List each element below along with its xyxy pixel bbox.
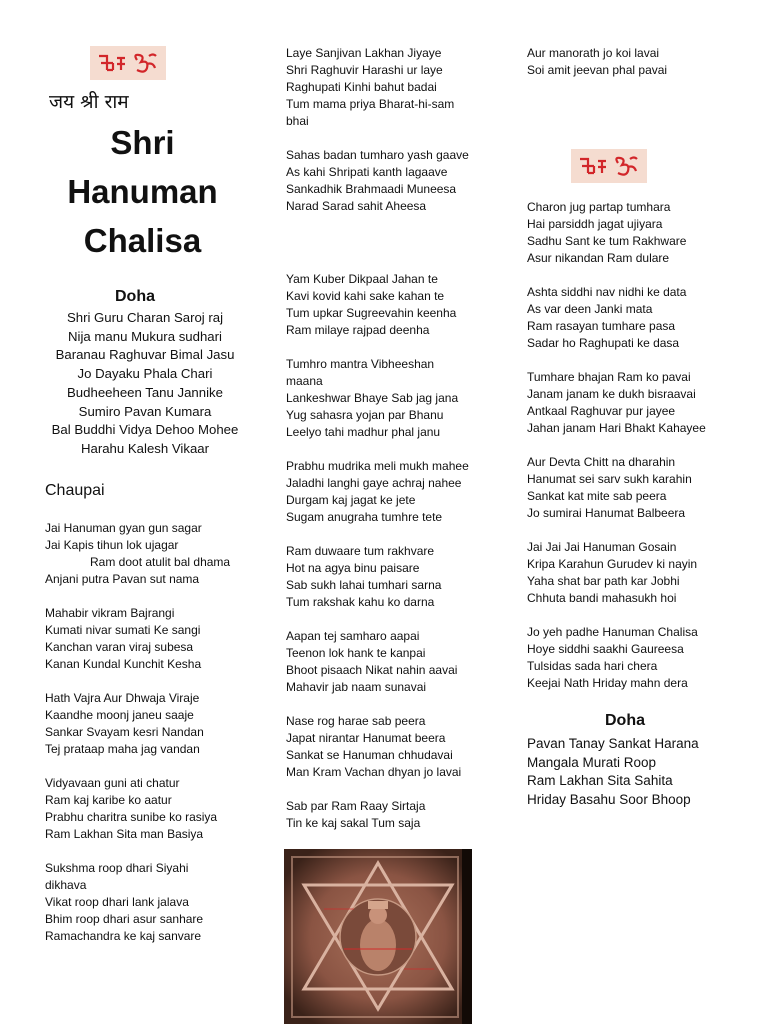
- verse-line: Tin ke kaj sakal Tum saja: [286, 816, 421, 830]
- doha-line: Shri Guru Charan Saroj raj: [66, 310, 224, 325]
- verse-line: Aapan tej samharo aapai: [286, 629, 420, 643]
- verse-line: As var deen Janki mata: [527, 302, 653, 316]
- verse-line: Sab sukh lahai tumhari sarna: [286, 578, 442, 592]
- doha-line: Ram Lakhan Sita Sahita: [527, 773, 673, 789]
- verse-stanza: [45, 520, 230, 588]
- verse-line: Sankat kat mite sab peera: [527, 489, 667, 503]
- verse-line: maana: [286, 374, 323, 388]
- verse-stanza: [286, 458, 469, 526]
- title-line: Shri: [110, 124, 175, 161]
- hanuman-yantra-image: [284, 849, 472, 1024]
- verse-line: Hanumat sei sarv sukh karahin: [527, 472, 692, 486]
- doha-line: Mangala Murati Roop: [527, 754, 657, 770]
- opening-doha-heading: Doha: [115, 288, 155, 305]
- jai-shri-ram-text: जय श्री राम: [49, 91, 129, 113]
- verse-stanza: [286, 628, 469, 696]
- verse-line: Charon jug partap tumhara: [527, 200, 671, 214]
- verse-line: Ramachandra ke kaj sanvare: [45, 929, 202, 943]
- verse-line: Ram rasayan tumhare pasa: [527, 319, 676, 333]
- doha-line: Baranau Raghuvar Bimal Jasu: [55, 347, 235, 363]
- verse-stanza: [45, 860, 230, 945]
- verse-line: Sankar Svayam kesri Nandan: [45, 725, 204, 739]
- doha-line: Nija manu Mukura sudhari: [68, 328, 222, 344]
- verse-line: Aur Devta Chitt na dharahin: [527, 455, 676, 469]
- verse-line: Lankeshwar Bhaye Sab jag jana: [286, 391, 459, 405]
- verse-line: Kaandhe moonj janeu saaje: [45, 708, 194, 722]
- verse-stanza: [286, 147, 469, 215]
- verse-line: Sahas badan tumharo yash gaave: [286, 148, 469, 162]
- verse-line: Chhuta bandi mahasukh hoi: [527, 591, 677, 605]
- verse-line: Prabhu charitra sunibe ko rasiya: [45, 810, 218, 824]
- verse-line: Tej prataap maha jag vandan: [45, 742, 200, 756]
- verse-line: Teenon lok hank te kanpai: [286, 646, 426, 660]
- verse-line: bhai: [286, 114, 309, 128]
- verse-stanza: [45, 605, 230, 673]
- verse-line: Sankat se Hanuman chhudavai: [286, 748, 453, 762]
- verse-line: Jai Hanuman gyan gun sagar: [45, 521, 202, 535]
- verse-line: Laye Sanjivan Lakhan Jiyaye: [286, 46, 442, 60]
- doha-line: Hriday Basahu Soor Bhoop: [527, 792, 691, 808]
- verse-line: Jai Kapis tihun lok ujagar: [45, 538, 179, 552]
- om-swastik-icon: [90, 46, 166, 80]
- verse-line: Tum mama priya Bharat-hi-sam: [286, 97, 455, 111]
- verse-stanza: [527, 539, 706, 607]
- verse-line: Sab par Ram Raay Sirtaja: [286, 799, 426, 813]
- doha-line: Harahu Kalesh Vikaar: [80, 440, 210, 456]
- verse-line: Sankadhik Brahmaadi Muneesa: [286, 182, 457, 196]
- doha-line: Pavan Tanay Sankat Harana: [527, 736, 699, 751]
- verse-stanza: [527, 199, 706, 267]
- verse-line: Vikat roop dhari lank jalava: [45, 895, 189, 909]
- verse-line: Ram Lakhan Sita man Basiya: [45, 827, 204, 841]
- doha-line: Budheeheen Tanu Jannike: [67, 384, 223, 400]
- chaupai-col1: [45, 520, 230, 962]
- verse-line: Kavi kovid kahi sake kahan te: [286, 289, 445, 303]
- verse-line: Hai parsiddh jagat ujiyara: [527, 217, 663, 231]
- chaupai-col3-top: [527, 45, 667, 96]
- verse-line: Man Kram Vachan dhyan jo lavai: [286, 765, 462, 779]
- chaupai-heading: Chaupai: [45, 482, 105, 499]
- verse-stanza: [286, 45, 469, 130]
- verse-line: Jo sumirai Hanumat Balbeera: [527, 506, 686, 520]
- om-swastik-icon: [571, 149, 647, 183]
- verse-line: Sukshma roop dhari Siyahi: [45, 861, 189, 875]
- verse-line: Narad Sarad sahit Aheesa: [286, 199, 427, 213]
- verse-line: Bhim roop dhari asur sanhare: [45, 912, 204, 926]
- verse-line: Anjani putra Pavan sut nama: [45, 572, 200, 586]
- verse-line: Mahavir jab naam sunavai: [286, 680, 427, 694]
- verse-line: Yam Kuber Dikpaal Jahan te: [286, 272, 438, 286]
- title-line: Chalisa: [83, 222, 202, 259]
- verse-line: Durgam kaj jagat ke jete: [286, 493, 416, 507]
- chaupai-col2-top: [286, 45, 469, 232]
- verse-line: Bhoot pisaach Nikat nahin aavai: [286, 663, 458, 677]
- closing-doha-lines: [527, 735, 699, 810]
- verse-line: Sadhu Sant ke tum Rakhware: [527, 234, 687, 248]
- verse-stanza: [527, 624, 706, 692]
- verse-line: Jahan janam Hari Bhakt Kahayee: [527, 421, 706, 435]
- verse-stanza: [527, 369, 706, 437]
- verse-line: Tumhare bhajan Ram ko pavai: [527, 370, 691, 384]
- verse-line: Prabhu mudrika meli mukh mahee: [286, 459, 469, 473]
- closing-doha-heading: Doha: [605, 712, 645, 729]
- verse-line: Sadar ho Raghupati ke dasa: [527, 336, 680, 350]
- verse-line: Keejai Nath Hriday mahn dera: [527, 676, 688, 690]
- verse-line: Jai Jai Jai Hanuman Gosain: [527, 540, 677, 554]
- verse-line: Hath Vajra Aur Dhwaja Viraje: [45, 691, 200, 705]
- doha-line: Jo Dayaku Phala Chari: [77, 366, 213, 382]
- verse-line: Janam janam ke dukh bisraavai: [527, 387, 696, 401]
- verse-stanza: [286, 798, 469, 832]
- verse-line: Hoye siddhi saakhi Gaureesa: [527, 642, 684, 656]
- verse-line: Kumati nivar sumati Ke sangi: [45, 623, 201, 637]
- verse-line: Asur nikandan Ram dulare: [527, 251, 670, 265]
- verse-line: Kanchan varan viraj subesa: [45, 640, 194, 654]
- verse-line: Ashta siddhi nav nidhi ke data: [527, 285, 687, 299]
- verse-line: Ram doot atulit bal dhama: [90, 555, 231, 569]
- verse-line: Yug sahasra yojan par Bhanu: [286, 408, 444, 422]
- verse-stanza: [45, 775, 230, 843]
- verse-line: Yaha shat bar path kar Jobhi: [527, 574, 680, 588]
- verse-line: Shri Raghuvir Harashi ur laye: [286, 63, 443, 77]
- chaupai-col2-bottom: [286, 271, 469, 849]
- verse-stanza: [527, 284, 706, 352]
- verse-line: Tulsidas sada hari chera: [527, 659, 658, 673]
- verse-line: Mahabir vikram Bajrangi: [45, 606, 175, 620]
- verse-stanza: [286, 356, 469, 441]
- chaupai-col3-bottom: [527, 199, 706, 709]
- verse-line: As kahi Shripati kanth lagaave: [286, 165, 448, 179]
- page-title: [0, 118, 285, 265]
- verse-line: Aur manorath jo koi lavai: [527, 46, 660, 60]
- verse-line: Jaladhi langhi gaye achraj nahee: [286, 476, 462, 490]
- verse-stanza: [527, 45, 667, 79]
- verse-line: Vidyavaan guni ati chatur: [45, 776, 180, 790]
- verse-line: Tum upkar Sugreevahin keenha: [286, 306, 457, 320]
- verse-line: Tumhro mantra Vibheeshan: [286, 357, 435, 371]
- title-line: Hanuman: [67, 173, 218, 210]
- verse-line: Ram kaj karibe ko aatur: [45, 793, 172, 807]
- verse-stanza: [286, 271, 469, 339]
- verse-line: Raghupati Kinhi bahut badai: [286, 80, 437, 94]
- verse-stanza: [527, 454, 706, 522]
- verse-line: Leelyo tahi madhur phal janu: [286, 425, 441, 439]
- doha-line: Bal Buddhi Vidya Dehoo Mohee: [51, 422, 239, 438]
- verse-line: Antkaal Raghuvar pur jayee: [527, 404, 676, 418]
- verse-line: Ram duwaare tum rakhvare: [286, 544, 435, 558]
- verse-line: Japat nirantar Hanumat beera: [286, 731, 446, 745]
- verse-stanza: [286, 713, 469, 781]
- verse-line: Tum rakshak kahu ko darna: [286, 595, 435, 609]
- verse-line: dikhava: [45, 878, 87, 892]
- verse-stanza: [45, 690, 230, 758]
- verse-stanza: [286, 543, 469, 611]
- verse-line: Kripa Karahun Gurudev ki nayin: [527, 557, 698, 571]
- verse-line: Soi amit jeevan phal pavai: [527, 63, 668, 77]
- verse-line: Kanan Kundal Kunchit Kesha: [45, 657, 202, 671]
- verse-line: Nase rog harae sab peera: [286, 714, 426, 728]
- verse-line: Sugam anugraha tumhre tete: [286, 510, 443, 524]
- opening-doha-lines: [40, 309, 250, 459]
- verse-line: Jo yeh padhe Hanuman Chalisa: [527, 625, 698, 639]
- verse-line: Hot na agya binu paisare: [286, 561, 420, 575]
- verse-line: Ram milaye rajpad deenha: [286, 323, 430, 337]
- doha-line: Sumiro Pavan Kumara: [78, 403, 212, 419]
